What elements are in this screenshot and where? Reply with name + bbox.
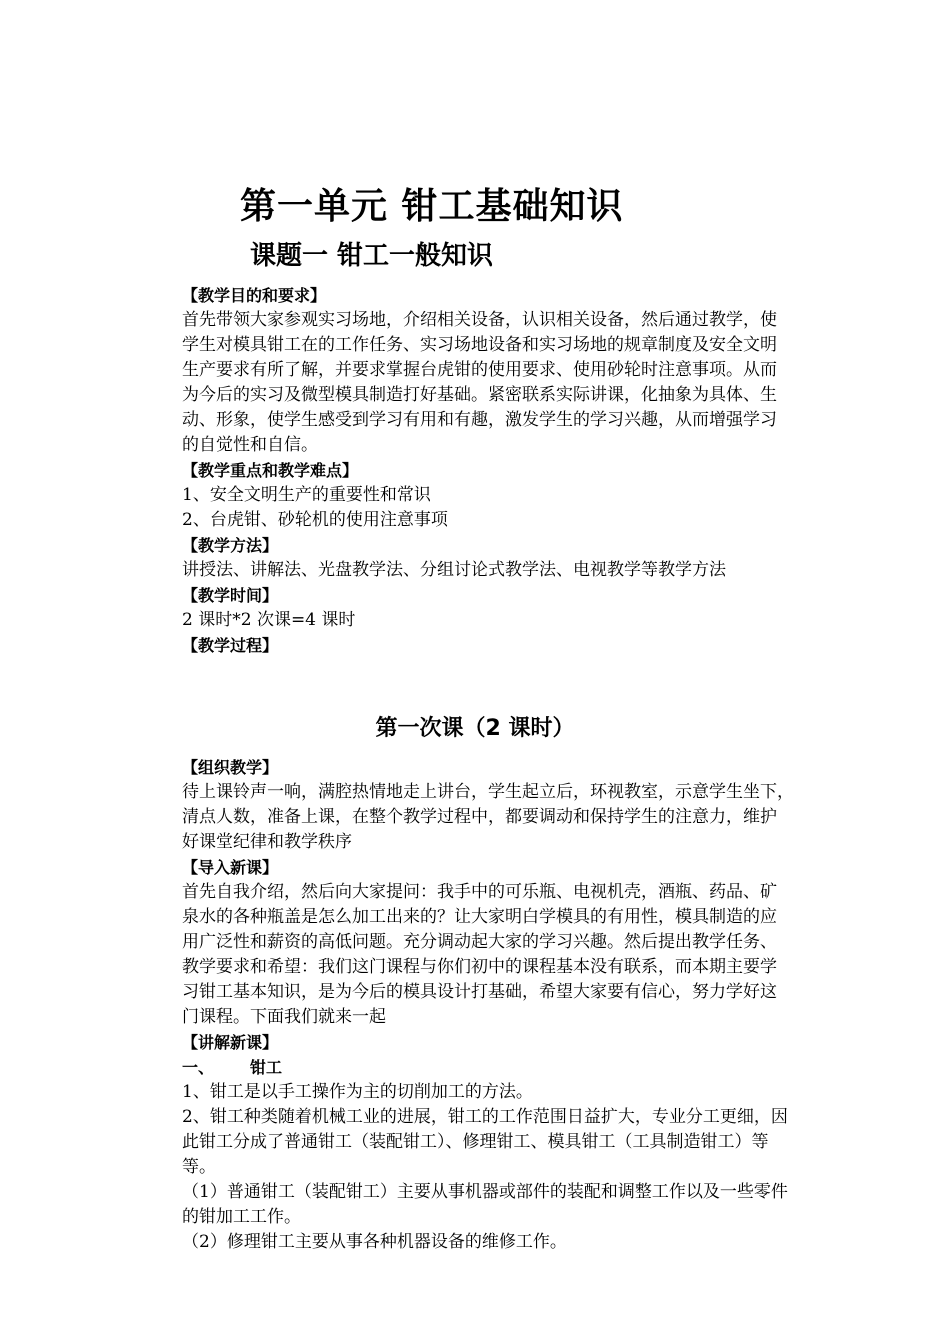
intro-heading: 【导入新课】 (182, 858, 279, 877)
content-line: 1、钳工是以手工操作为主的切削加工的方法。 (182, 1082, 533, 1102)
intro-line: 教学要求和希望：我们这门课程与你们初中的课程基本没有联系，而本期主要学 (182, 957, 777, 977)
intro-line: 首先自我介绍，然后向大家提问：我手中的可乐瓶、电视机壳，酒瓶、药品、矿 (182, 882, 777, 902)
section-heading (182, 1055, 882, 1080)
intro-line: 泉水的各种瓶盖是怎么加工出来的？让大家明白学模具的有用性，模具制造的应 (182, 907, 777, 927)
key-points-heading: 【教学重点和教学难点】 (182, 461, 359, 480)
goals-line: 生产要求有所了解，并要求掌握台虎钳的使用要求、使用砂轮时注意事项。从而 (182, 360, 777, 380)
goals-line: 动、形象，使学生感受到学习有用和有趣，激发学生的学习兴趣，从而增强学习 (182, 410, 777, 430)
session-section (182, 755, 882, 1255)
lesson-title: 课题一 钳工一般知识 (250, 241, 494, 271)
intro-line: 用广泛性和薪资的高低问题。充分调动起大家的学习兴趣。然后提出教学任务、 (182, 932, 777, 952)
key-point-item: 1、安全文明生产的重要性和常识 (182, 485, 431, 505)
organize-line: 待上课铃声一响，满腔热情地走上讲台，学生起立后，环视教室，示意学生坐下， (182, 782, 794, 802)
session-title: 第一次课（2 课时） (375, 716, 575, 741)
content-line: 的钳加工工作。 (182, 1207, 301, 1227)
goals-heading: 【教学目的和要求】 (182, 286, 327, 305)
time-heading: 【教学时间】 (182, 586, 279, 605)
organize-heading: 【组织教学】 (182, 758, 279, 777)
goals-line: 为今后的实习及微型模具制造打好基础。紧密联系实际讲课，化抽象为具体、生 (182, 385, 777, 405)
content-line: （1）普通钳工（装配钳工）主要从事机器或部件的装配和调整工作以及一些零件 (182, 1182, 788, 1202)
content-line: 2、钳工种类随着机械工业的进展，钳工的工作范围日益扩大，专业分工更细，因 (182, 1107, 788, 1127)
goals-line: 的自觉性和自信。 (182, 435, 318, 455)
goals-line: 学生对模具钳工在的工作任务、实习场地设备和实习场地的规章制度及安全文明 (182, 335, 777, 355)
section-number: 一、 (182, 1058, 215, 1077)
methods-text: 讲授法、讲解法、光盘教学法、分组讨论式教学法、电视教学等教学方法 (182, 560, 726, 580)
intro-section (182, 283, 882, 658)
intro-line: 习钳工基本知识，是为今后的模具设计打基础，希望大家要有信心，努力学好这 (182, 982, 777, 1002)
goals-line: 首先带领大家参观实习场地，介绍相关设备，认识相关设备，然后通过教学，使 (182, 310, 777, 330)
content-line: 此钳工分成了普通钳工（装配钳工）、修理钳工、模具钳工（工具制造钳工）等 (182, 1132, 769, 1152)
content-line: （2）修理钳工主要从事各种机器设备的维修工作。 (182, 1232, 567, 1252)
content-line: 等。 (182, 1157, 216, 1177)
explain-heading: 【讲解新课】 (182, 1033, 279, 1052)
time-text: 2 课时*2 次课=4 课时 (182, 610, 356, 630)
unit-title: 第一单元 钳工基础知识 (240, 186, 624, 227)
organize-line: 清点人数，准备上课，在整个教学过程中，都要调动和保持学生的注意力，维护 (182, 807, 777, 827)
key-point-item: 2、台虎钳、砂轮机的使用注意事项 (182, 510, 448, 530)
process-heading: 【教学过程】 (182, 636, 279, 655)
organize-line: 好课堂纪律和教学秩序 (182, 832, 352, 852)
intro-line: 门课程。下面我们就来一起 (182, 1007, 386, 1027)
section-title: 钳工 (250, 1058, 283, 1077)
methods-heading: 【教学方法】 (182, 536, 279, 555)
